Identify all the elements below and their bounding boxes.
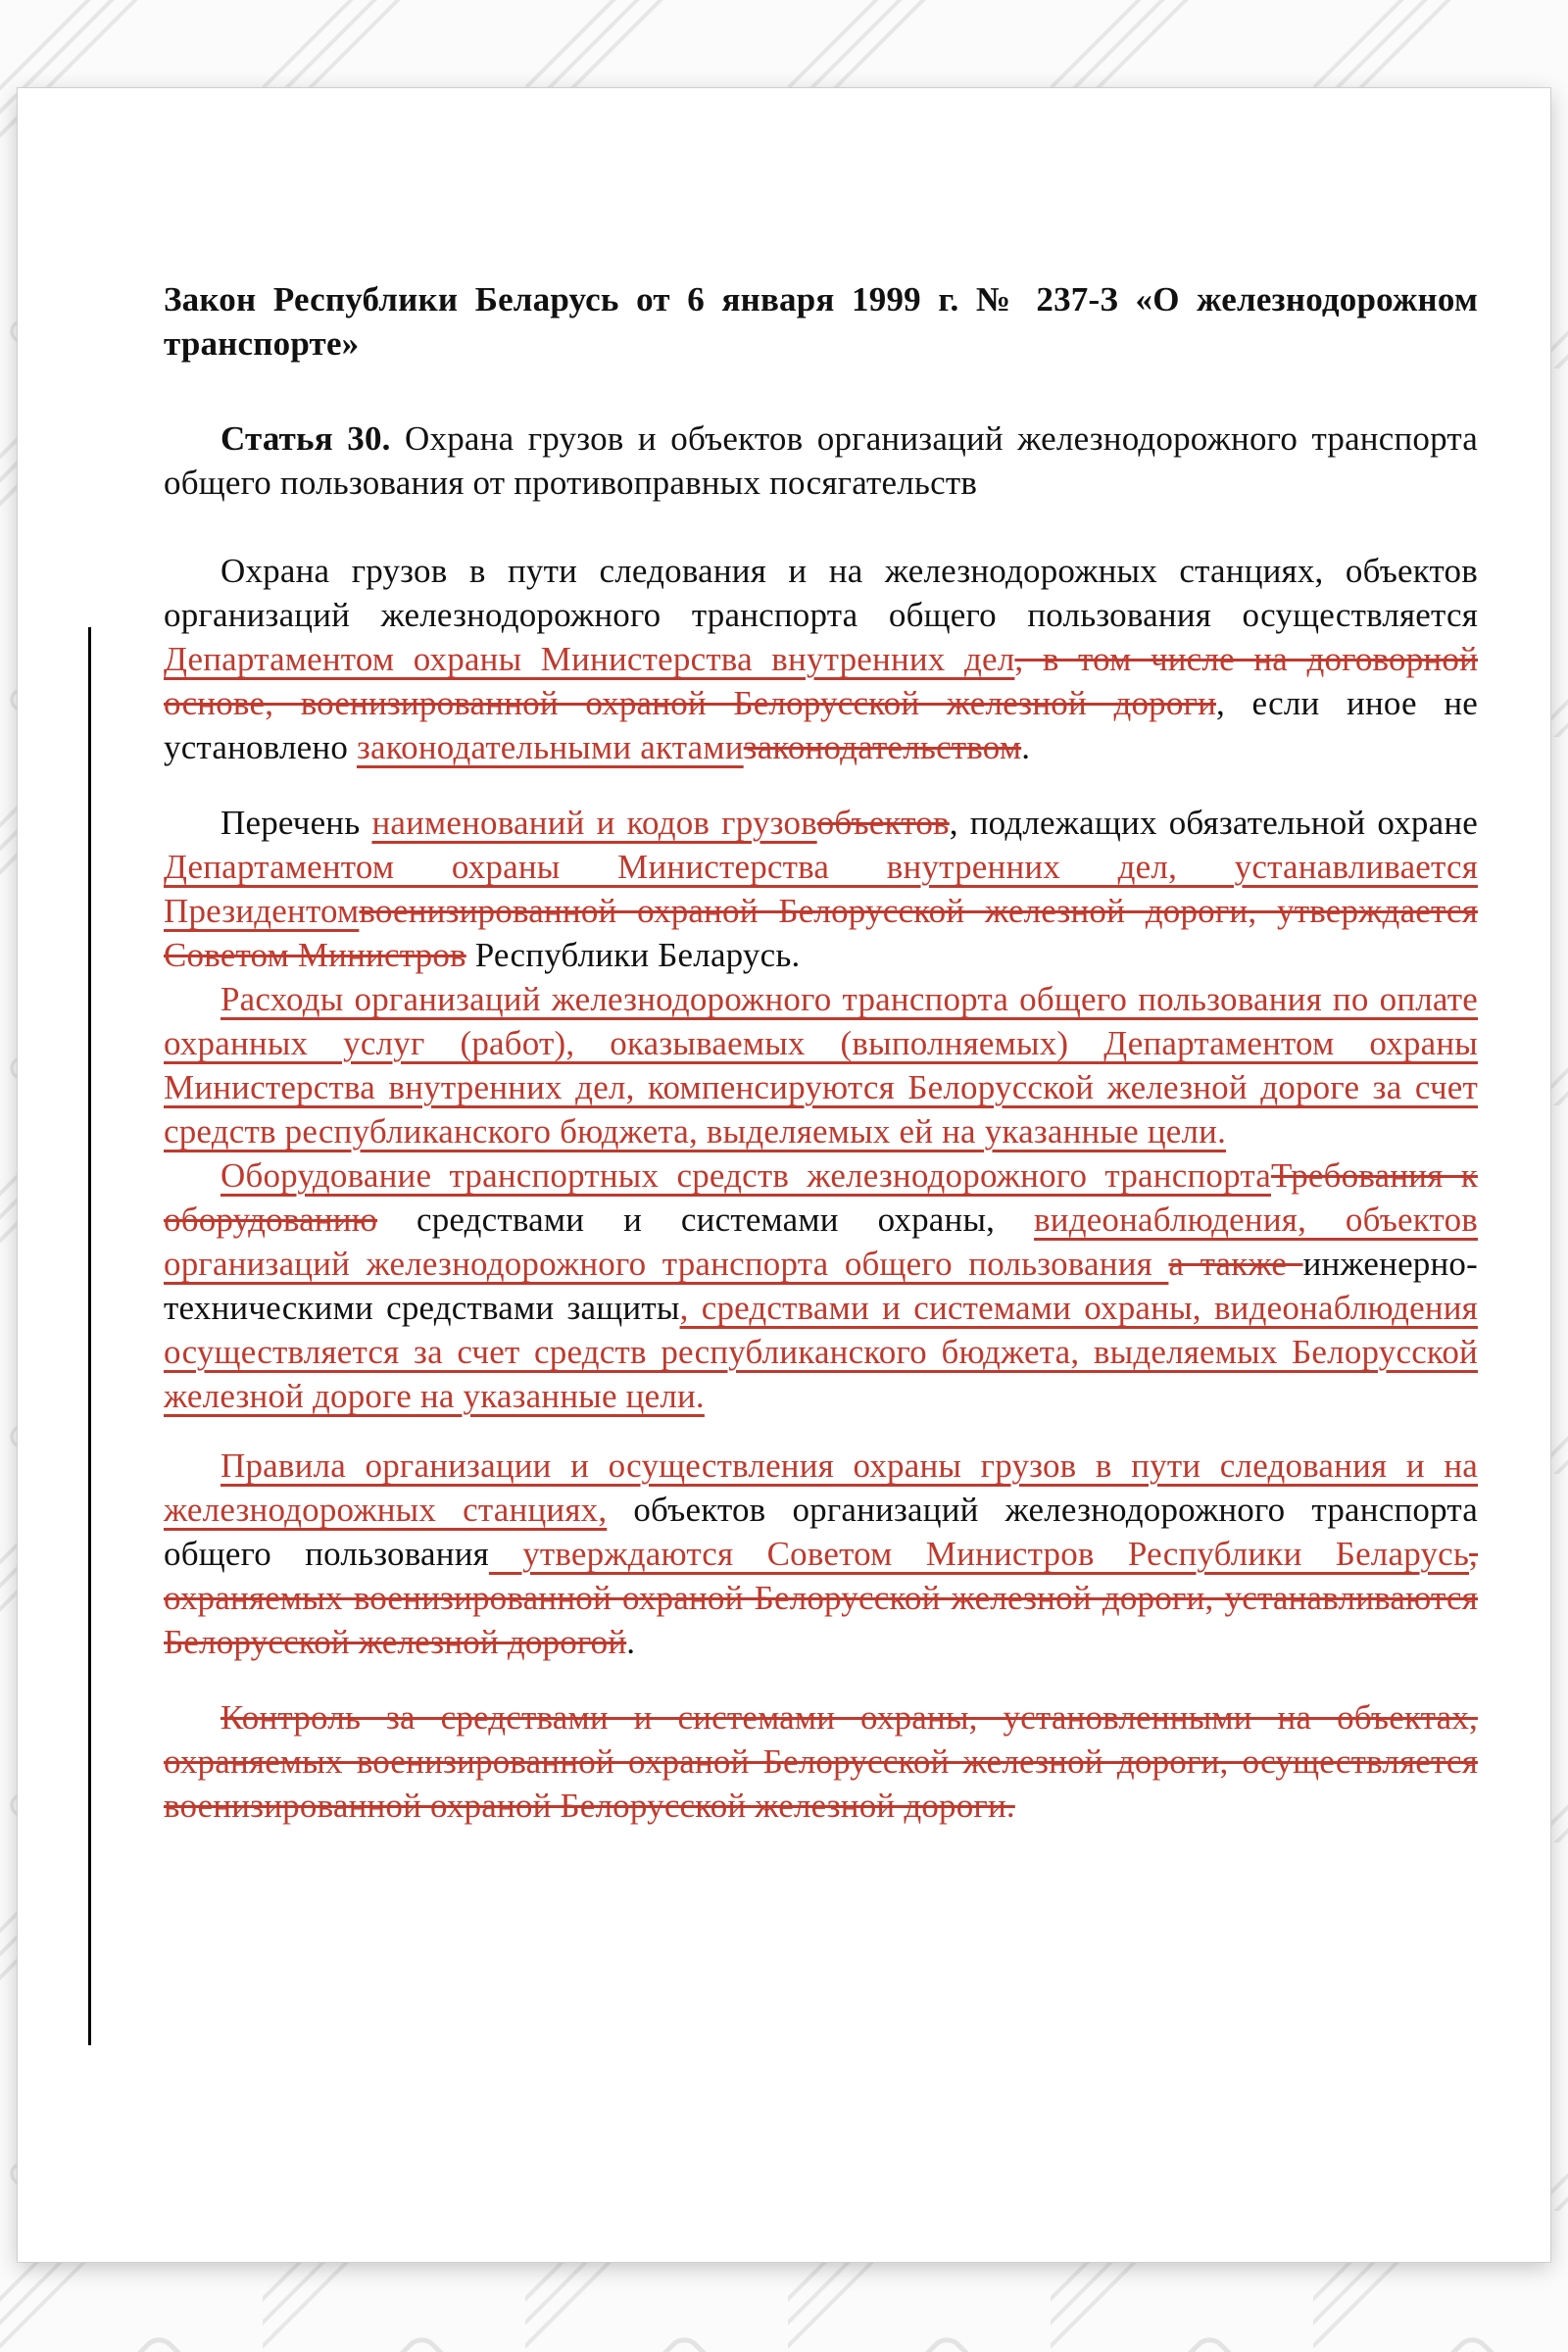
text-run-norm: Охрана грузов и объектов организаций железнодорожного транспорта общего пользования от противоправных посягательств bbox=[164, 419, 1478, 502]
paragraph-equipment bbox=[164, 1153, 1478, 1418]
paragraph-control-deleted bbox=[164, 1695, 1478, 1828]
text-run-bold: Закон Республики Беларусь от 6 января 1999 г. № 237-З «О железнодорожном транспорте» bbox=[164, 280, 1478, 363]
text-run-ins: Департаментом охраны Министерства внутренних дел bbox=[164, 640, 1015, 678]
text-run-del: Требования к оборудованию bbox=[164, 1156, 1478, 1239]
article-heading bbox=[164, 416, 1478, 505]
text-run-norm: Перечень bbox=[220, 804, 372, 842]
paragraph-expenses bbox=[164, 977, 1478, 1153]
text-run-ins: Департаментом охраны Министерства внутренних дел, устанавливается Президентом bbox=[164, 848, 1478, 930]
text-run-norm: инженерно-техническими средствами защиты bbox=[164, 1245, 1478, 1327]
text-run-ins: законодательными актами bbox=[356, 728, 744, 766]
text-run-ins: Правила организации и осуществления охраны грузов в пути следования и на железнодорожных станциях, bbox=[164, 1446, 1478, 1529]
text-run-norm: Республики Беларусь. bbox=[466, 936, 801, 974]
text-run-del: объектов bbox=[816, 804, 950, 842]
text-run-del: законодательством bbox=[743, 728, 1022, 766]
text-run-ins: Оборудование транспортных средств железнодорожного транспорта bbox=[220, 1156, 1271, 1195]
text-run-ins: утверждаются Советом Министров Республики Беларусь bbox=[488, 1535, 1470, 1573]
text-run-del: , охраняемых военизированной охраной Белорусской железной дороги, устанавливаются Белорусской железной дорогой bbox=[164, 1535, 1478, 1661]
text-run-del: , в том числе на договорной основе, военизированной охраной Белорусской железной дороги bbox=[164, 640, 1478, 722]
law-title bbox=[164, 277, 1478, 366]
text-run-ins: Расходы организаций железнодорожного транспорта общего пользования по оплате охранных услуг (работ), оказываемых (выполняемых) Департаментом охраны Министерства внутренних дел, компенсируются Белорусской железной дороге за счет средств республиканского бюджета, выделяемых ей на указанные цели. bbox=[164, 980, 1478, 1151]
text-run-norm: , если иное не установлено bbox=[164, 684, 1478, 766]
text-run-del: военизированной охраной Белорусской железной дороги, утверждается Советом Министров bbox=[164, 892, 1478, 974]
text-run-ins: наименований и кодов грузов bbox=[371, 804, 817, 842]
paragraph-list-of-cargo bbox=[164, 801, 1478, 977]
paragraph-rules bbox=[164, 1444, 1478, 1664]
document-content bbox=[164, 277, 1478, 1828]
text-run-norm: средствами и системами охраны, bbox=[377, 1200, 1035, 1239]
document-text-block bbox=[164, 277, 1478, 1828]
text-run-norm: . bbox=[626, 1623, 636, 1661]
text-run-del: а также bbox=[1168, 1245, 1303, 1283]
text-run-norm: объектов организаций железнодорожного транспорта общего пользования bbox=[164, 1491, 1478, 1573]
text-run-bold: Статья 30. bbox=[220, 419, 391, 458]
text-run-norm: Охрана грузов в пути следования и на железнодорожных станциях, объектов организаций железнодорожного транспорта общего пользования осуществляется bbox=[164, 552, 1478, 634]
text-run-del: Контроль за средствами и системами охраны, установленными на объектах, охраняемых военизированной охраной Белорусской железной дороги, осуществляется военизированной охраной Белорусской железной дороги. bbox=[164, 1698, 1478, 1825]
text-run-norm: . bbox=[1021, 728, 1031, 766]
paragraph-guard-of-cargo bbox=[164, 549, 1478, 769]
document-page bbox=[18, 88, 1550, 2262]
text-run-ins: , средствами и системами охраны, видеонаблюдения осуществляется за счет средств республиканского бюджета, выделяемых Белорусской железной дороге на указанные цели. bbox=[164, 1289, 1478, 1415]
text-run-ins: видеонаблюдения, объектов организаций железнодорожного транспорта общего пользования bbox=[164, 1200, 1478, 1283]
text-run-norm: , подлежащих обязательной охране bbox=[949, 804, 1478, 842]
revision-change-bar bbox=[88, 627, 91, 2045]
